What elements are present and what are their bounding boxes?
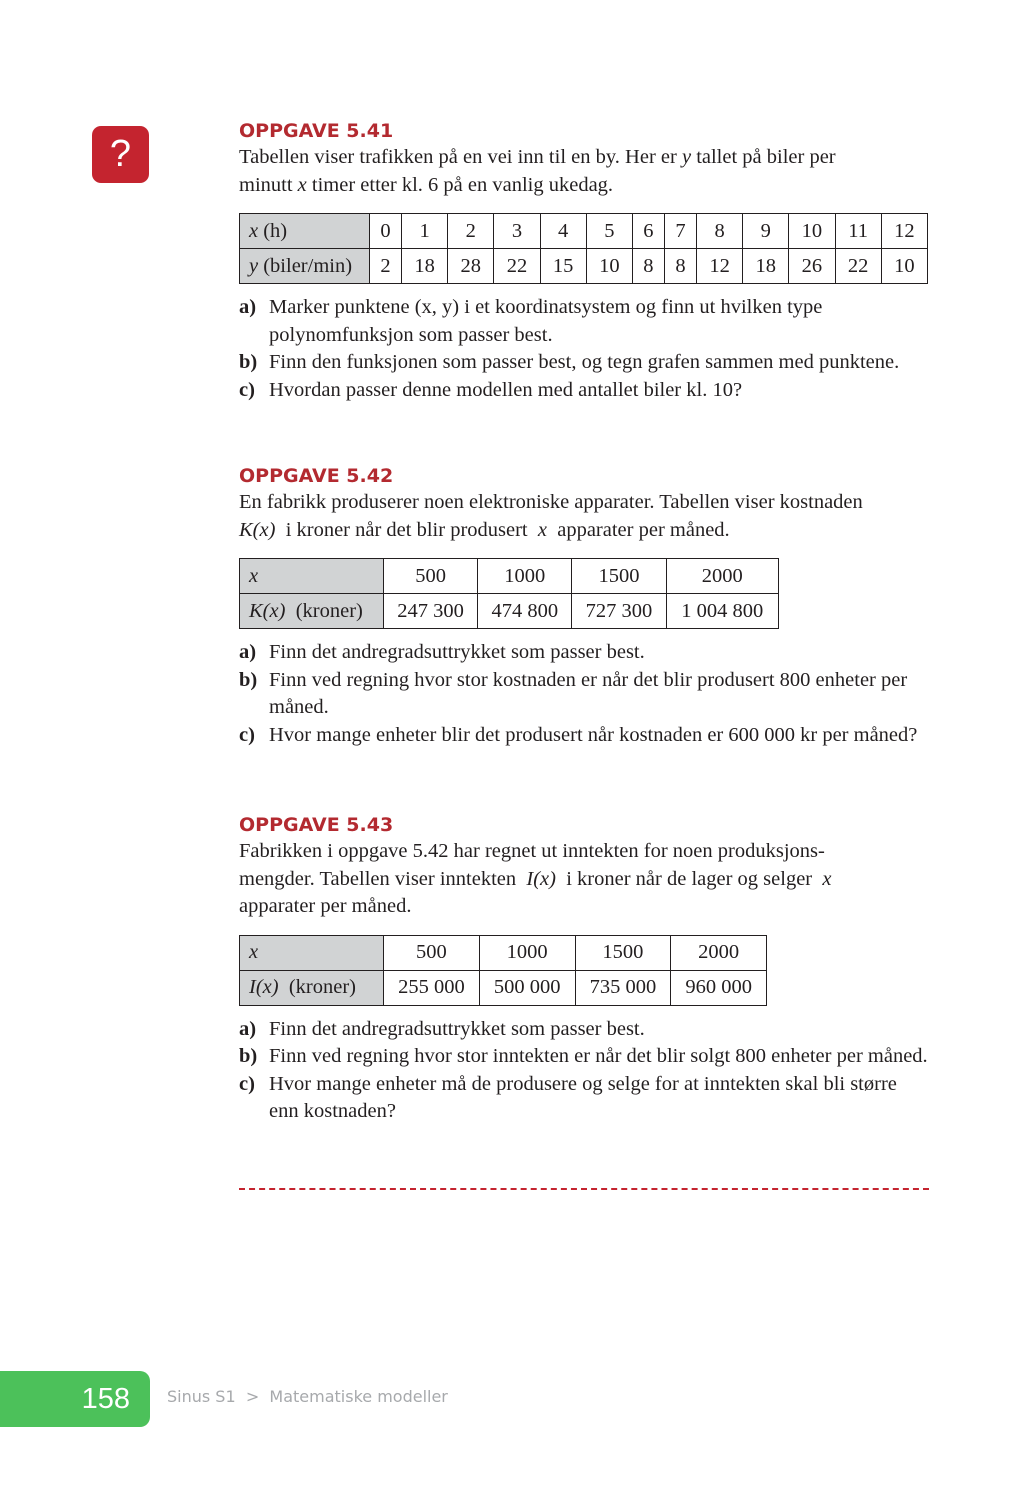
task-heading: OPPGAVE 5.42 [239,465,394,487]
task-5-43 [239,812,929,1126]
table-cell: 500 000 [479,970,575,1005]
table-cell: 10 [586,249,632,284]
table-cell: 10 [881,249,927,284]
table-cell: 2 [448,214,494,249]
table-cell: 11 [835,214,881,249]
table-row [240,594,779,629]
list-item: c) Hvor mange enheter blir det produsert når kostnaden er 600 000 kr per måned? [239,723,918,746]
question-mark-icon: ? [92,126,149,183]
table-cell: 247 300 [384,594,478,629]
table-cell: 28 [448,249,494,284]
table-cell: 2 [370,249,402,284]
table-cell: 7 [664,214,696,249]
row-header: x [240,559,384,594]
task-intro: Tabellen viser trafikken på en vei inn til en by. Her er y tallet på biler per minutt x timer etter kl. 6 på en vanlig ukedag. [239,146,836,196]
table-cell: 22 [494,249,540,284]
table-cell: 5 [586,214,632,249]
table-cell: 8 [664,249,696,284]
table-row [240,249,928,284]
table-cell: 15 [540,249,586,284]
table-cell: 0 [370,214,402,249]
table-cell: 3 [494,214,540,249]
table-cell: 255 000 [384,970,480,1005]
table-cell: 1 [402,214,448,249]
row-header: K(x) (kroner) [240,594,384,629]
row-header: x (h) [240,214,370,249]
table-cell: 960 000 [671,970,767,1005]
table-cell: 500 [384,935,480,970]
row-header: I(x) (kroner) [240,970,384,1005]
breadcrumb: Sinus S1 > Matematiske modeller [167,1387,448,1406]
task-5-42 [239,463,929,749]
list-item: a) Finn det andregradsuttrykket som passer best. [239,1017,645,1040]
list-item: a) Finn det andregradsuttrykket som passer best. [239,641,645,663]
list-item: b) Finn ved regning hvor stor kostnaden er når det blir produsert 800 enheter per måned. [239,668,908,718]
table-cell: 12 [697,249,743,284]
traffic-table [239,213,928,284]
row-header: y (biler/min) [240,249,370,284]
list-item: c) Hvordan passer denne modellen med antallet biler kl. 10? [239,378,743,401]
page-number: 158 [0,1371,150,1427]
row-header: x [240,935,384,970]
table-cell: 18 [743,249,789,284]
task-5-41 [239,118,929,404]
table-cell: 735 000 [575,970,671,1005]
table-cell: 1000 [478,559,572,594]
list-item: a) Marker punktene (x, y) i et koordinatsystem og finn ut hvilken type polynomfunksjon som passer best. [239,296,823,346]
table-cell: 8 [697,214,743,249]
table-cell: 12 [881,214,927,249]
table-cell: 2000 [666,559,778,594]
list-item: b) Finn den funksjonen som passer best, og tegn grafen sammen med punktene. [239,351,900,373]
table-cell: 9 [743,214,789,249]
table-cell: 1 004 800 [666,594,778,629]
table-cell: 727 300 [572,594,666,629]
table-cell: 500 [384,559,478,594]
table-cell: 2000 [671,935,767,970]
table-row [240,935,767,970]
table-row [240,559,779,594]
table-cell: 474 800 [478,594,572,629]
task-heading: OPPGAVE 5.41 [239,120,394,142]
table-cell: 1500 [572,559,666,594]
table-cell: 4 [540,214,586,249]
table-cell: 1500 [575,935,671,970]
subtask-list [239,639,929,749]
table-cell: 1000 [479,935,575,970]
income-table [239,935,767,1006]
task-heading: OPPGAVE 5.43 [239,814,394,836]
table-row [240,970,767,1005]
task-intro: Fabrikken i oppgave 5.42 har regnet ut inntekten for noen produksjons- mengder. Tabellen viser inntekten I(x) i kroner når de lager og selger x apparater per måned. [239,840,832,917]
task-intro: En fabrikk produserer noen elektroniske apparater. Tabellen viser kostnaden K(x) i kroner når det blir produsert x apparater per måned. [239,491,863,541]
table-cell: 18 [402,249,448,284]
subtask-list [239,1016,929,1126]
section-divider [239,1188,929,1190]
table-cell: 26 [789,249,835,284]
table-cell: 10 [789,214,835,249]
list-item: c) Hvor mange enheter må de produsere og selge for at inntekten skal bli større enn kostnaden? [239,1072,897,1122]
list-item: b) Finn ved regning hvor stor inntekten er når det blir solgt 800 enheter per måned. [239,1045,928,1067]
table-cell: 8 [632,249,664,284]
subtask-list [239,294,929,404]
cost-table [239,558,779,629]
table-row [240,214,928,249]
table-cell: 6 [632,214,664,249]
table-cell: 22 [835,249,881,284]
